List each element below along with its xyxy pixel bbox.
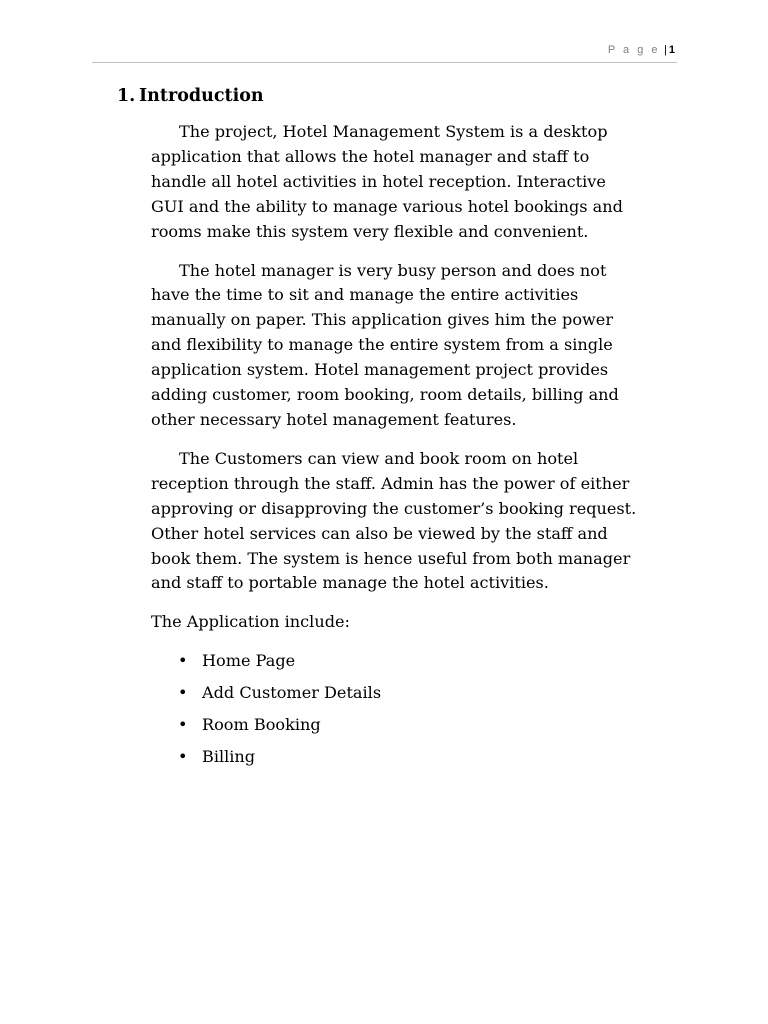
- section-title: Introduction: [139, 86, 264, 106]
- bullet-icon: •: [178, 715, 188, 734]
- paragraph-3: [151, 447, 691, 596]
- paragraph-line: The hotel manager is very busy person and does not: [179, 260, 607, 280]
- page-header: [92, 40, 677, 63]
- page-word: P a g e: [607, 44, 661, 56]
- paragraph-line: application system. Hotel management project provides: [151, 360, 609, 380]
- list-item-label: Billing: [202, 746, 256, 766]
- paragraph-line: rooms make this system very flexible and convenient.: [151, 221, 589, 241]
- list-item-label: Add Customer Details: [202, 683, 382, 703]
- list-item-label: Home Page: [202, 651, 296, 671]
- paragraph-line: handle all hotel activities in hotel reception. Interactive: [151, 171, 606, 191]
- paragraph-line: and flexibility to manage the entire system from a single: [151, 335, 613, 355]
- bullet-icon: •: [178, 746, 188, 766]
- section-number: 1.: [117, 86, 136, 106]
- paragraph-line: Other hotel services can also be viewed by the staff and: [151, 523, 608, 543]
- bullet-icon: •: [178, 683, 188, 703]
- list-item: [151, 713, 691, 738]
- paragraph-line: The project, Hotel Management System is a desktop: [179, 122, 608, 141]
- list-item-label: Room Booking: [202, 715, 321, 734]
- page-number-label: [608, 44, 675, 56]
- list-item: [151, 681, 691, 706]
- paragraph-line: adding customer, room booking, room details, billing and: [151, 385, 619, 405]
- page-separator: |: [664, 44, 667, 56]
- paragraph-line: application that allows the hotel manager and staff to: [151, 146, 590, 166]
- paragraph-1: [151, 120, 691, 245]
- paragraph-line: approving or disapproving the customer’s booking request.: [151, 498, 637, 518]
- paragraph-2: [151, 259, 691, 433]
- list-item: [151, 745, 691, 770]
- paragraph-line: The Customers can view and book room on hotel: [179, 448, 579, 468]
- paragraph-line: other necessary hotel management features.: [151, 409, 517, 429]
- body-content: [151, 120, 691, 777]
- paragraph-line: GUI and the ability to manage various hotel bookings and: [151, 196, 623, 216]
- paragraph-line: reception through the staff. Admin has the power of either: [151, 473, 630, 493]
- paragraph-line: manually on paper. This application gives him the power: [151, 310, 614, 330]
- feature-list: [151, 649, 691, 770]
- page-number: 1: [668, 44, 675, 56]
- paragraph-line: and staff to portable manage the hotel activities.: [151, 573, 549, 593]
- list-intro: The Application include:: [151, 612, 350, 632]
- paragraph-line: have the time to sit and manage the entire activities: [151, 285, 579, 305]
- section-heading: [117, 86, 264, 106]
- bullet-icon: •: [178, 651, 188, 671]
- list-item: [151, 649, 691, 674]
- paragraph-line: book them. The system is hence useful from both manager: [151, 548, 631, 568]
